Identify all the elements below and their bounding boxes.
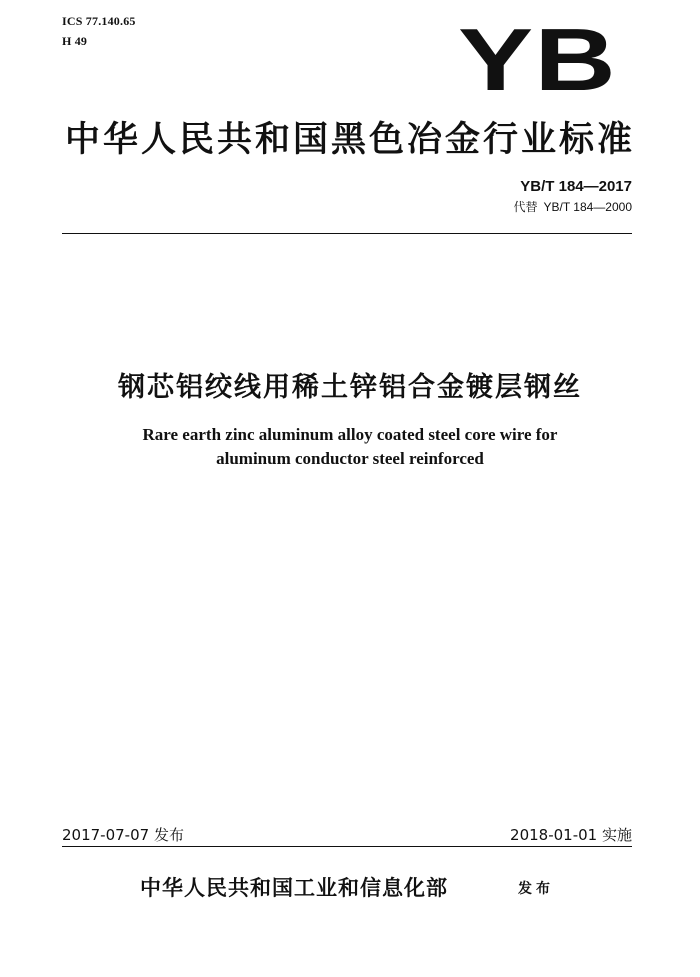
replaces-line	[513, 198, 632, 215]
classification-code: H 49	[62, 34, 88, 48]
replaces-number: YB/T 184—2000	[543, 200, 632, 214]
replaces-label: 代替	[513, 200, 538, 214]
chinese-title: 钢芯铝绞线用稀土锌铝合金镀层钢丝	[118, 372, 582, 403]
bottom-divider	[62, 846, 632, 847]
english-title-line-1: Rare earth zinc aluminum alloy coated steel core wire for	[142, 425, 558, 444]
issue-date: 2017-07-07 发布	[62, 826, 184, 844]
english-title-line-2: aluminum conductor steel reinforced	[216, 449, 484, 468]
implementation-date: 2018-01-01 实施	[510, 826, 632, 844]
yb-logo: YB	[458, 10, 618, 109]
ics-code: ICS 77.140.65	[62, 14, 136, 28]
issuing-ministry: 中华人民共和国工业和信息化部	[140, 875, 448, 900]
standard-number: YB/T 184—2017	[520, 178, 632, 195]
issuer-title: 中华人民共和国黑色冶金行业标准	[64, 120, 635, 160]
top-divider	[62, 233, 632, 234]
publish-label: 发布	[518, 881, 554, 897]
